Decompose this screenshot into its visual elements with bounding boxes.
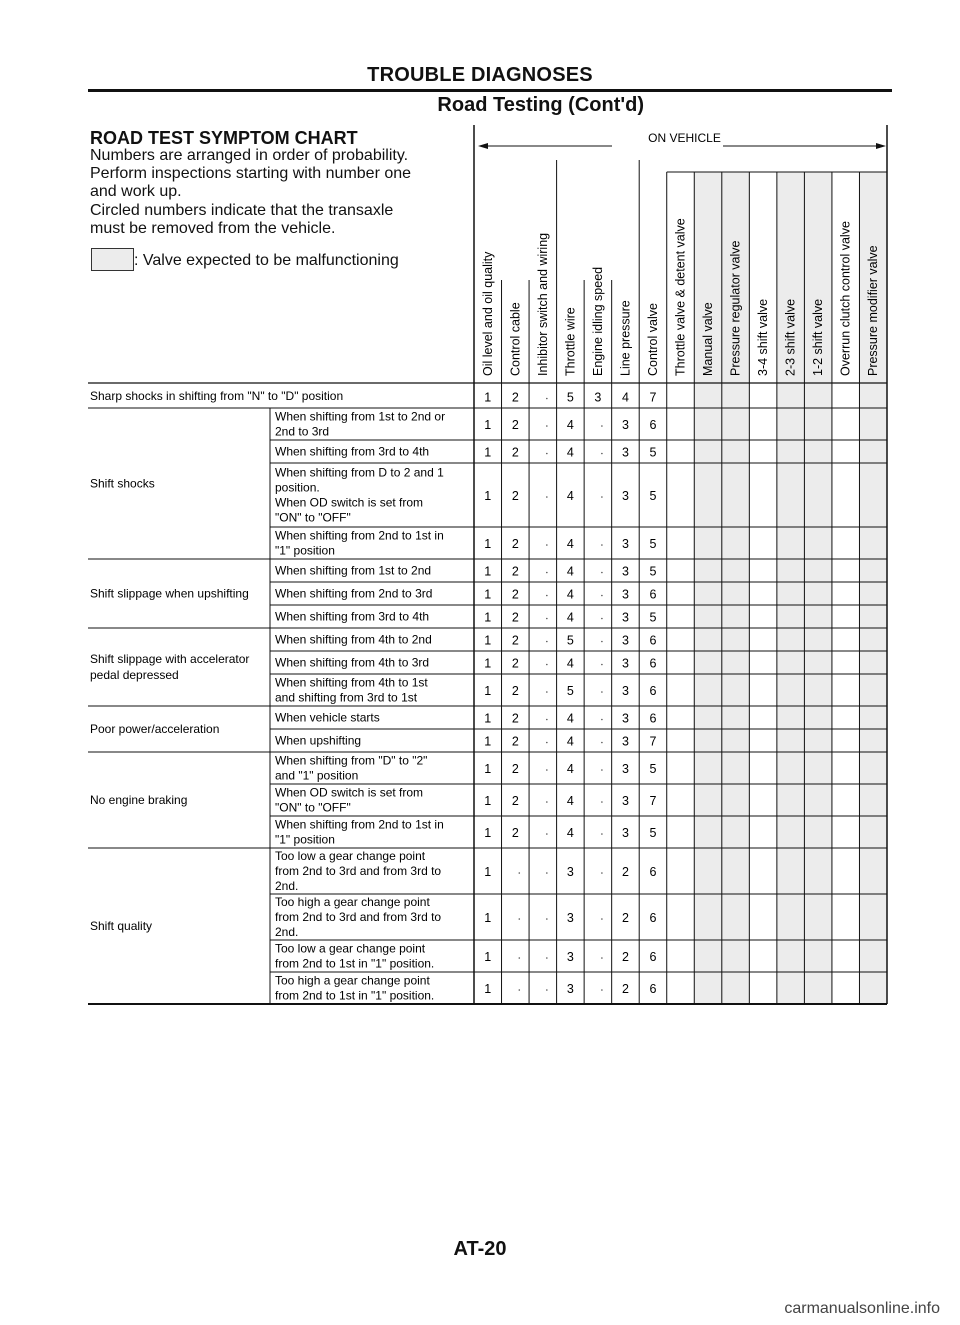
symptom-label: No engine braking	[90, 793, 188, 807]
symptom-label: Shift shocks	[90, 476, 155, 491]
legend-text: : Valve expected to be malfunctioning	[134, 252, 399, 269]
condition-label: and shifting from 3rd to 1st	[275, 690, 418, 705]
probability-number: 3	[621, 489, 629, 503]
probability-number: 4	[566, 656, 574, 671]
condition-label: from 2nd to 1st in "1" position.	[275, 956, 435, 971]
empty-dot	[601, 719, 603, 721]
probability-number: 4	[566, 734, 574, 749]
condition-label: from 2nd to 3rd and from 3rd to	[275, 910, 442, 924]
probability-number: 3	[621, 734, 629, 749]
probability-number: 6	[649, 656, 657, 671]
empty-dot	[546, 957, 548, 959]
probability-number: 2	[621, 911, 629, 925]
empty-dot	[546, 664, 548, 666]
column-header: Engine idling speed	[590, 266, 605, 376]
probability-number: 2	[511, 564, 519, 579]
page-number: AT-20	[453, 1238, 507, 1260]
empty-dot	[546, 833, 548, 835]
empty-dot	[546, 872, 548, 874]
condition-label: 2nd to 3rd	[275, 424, 330, 439]
empty-dot	[546, 595, 548, 597]
column-header: Throttle wire	[563, 307, 578, 376]
empty-dot	[601, 769, 603, 771]
probability-number: 7	[649, 390, 657, 405]
condition-label: 2nd.	[275, 925, 299, 939]
probability-number: 4	[566, 826, 574, 840]
condition-label: When shifting from 4th to 1st	[275, 675, 428, 690]
probability-number: 4	[566, 489, 574, 503]
empty-dot	[546, 742, 548, 744]
probability-number: 3	[621, 794, 629, 808]
empty-dot	[546, 801, 548, 803]
probability-number: 1	[484, 445, 492, 460]
condition-label: When shifting from 2nd to 3rd	[275, 586, 433, 601]
condition-label: When OD switch is set from	[275, 785, 424, 800]
probability-number: 1	[484, 489, 492, 503]
probability-number: 2	[621, 950, 629, 964]
probability-number: 5	[649, 762, 657, 776]
probability-number: 5	[649, 826, 657, 840]
condition-label: from 2nd to 1st in "1" position.	[275, 988, 435, 1003]
condition-label: Too low a gear change point	[275, 849, 426, 863]
probability-number: 4	[566, 587, 574, 602]
probability-number: 1	[484, 418, 492, 432]
column-header: Control valve	[645, 303, 660, 376]
empty-dot	[601, 496, 603, 498]
empty-dot	[601, 833, 603, 835]
probability-number: 2	[511, 390, 519, 405]
probability-number: 1	[484, 794, 492, 808]
probability-number: 5	[566, 684, 574, 698]
empty-dot	[601, 989, 603, 991]
probability-number: 2	[511, 734, 519, 749]
condition-label: "1" position	[275, 832, 335, 847]
probability-number: 2	[511, 537, 519, 551]
probability-number: 3	[621, 711, 629, 726]
probability-number: 1	[484, 711, 492, 726]
probability-number: 1	[484, 950, 492, 964]
arrow-left-icon	[478, 143, 488, 149]
probability-number: 4	[566, 762, 574, 776]
condition-label: When shifting from 2nd to 1st in	[275, 528, 444, 543]
empty-dot	[601, 664, 603, 666]
probability-number: 5	[649, 445, 657, 460]
empty-dot	[519, 918, 521, 920]
probability-number: 3	[621, 445, 629, 460]
column-header: Oil level and oil quality	[480, 251, 495, 376]
probability-number: 2	[511, 656, 519, 671]
probability-number: 4	[566, 445, 574, 460]
probability-number: 5	[566, 390, 574, 405]
chart-title: ROAD TEST SYMPTOM CHART	[90, 128, 358, 148]
column-header: Inhibitor switch and wiring	[535, 232, 550, 376]
symptom-label: Shift slippage with accelerator	[90, 652, 250, 666]
empty-dot	[601, 453, 603, 455]
probability-number: 2	[511, 762, 519, 776]
intro-line: and work up.	[90, 183, 182, 200]
probability-number: 3	[621, 587, 629, 602]
empty-dot	[601, 425, 603, 427]
empty-dot	[601, 801, 603, 803]
probability-number: 4	[566, 711, 574, 726]
arrow-right-icon	[876, 143, 886, 149]
condition-label: When shifting from 2nd to 1st in	[275, 817, 444, 832]
probability-number: 2	[511, 826, 519, 840]
probability-number: 2	[621, 982, 629, 996]
symptom-label: Sharp shocks in shifting from "N" to "D" position	[90, 389, 344, 403]
probability-number: 3	[621, 826, 629, 840]
empty-dot	[519, 957, 521, 959]
empty-dot	[546, 691, 548, 693]
condition-label: When shifting from D to 2 and 1	[275, 465, 444, 480]
probability-number: 1	[484, 633, 492, 648]
probability-number: 3	[566, 911, 574, 925]
probability-number: 1	[484, 610, 492, 625]
probability-number: 7	[649, 734, 657, 749]
probability-number: 3	[621, 633, 629, 648]
probability-number: 2	[511, 633, 519, 648]
probability-number: 4	[566, 418, 574, 432]
condition-label: Too high a gear change point	[275, 973, 430, 988]
probability-number: 6	[649, 418, 657, 432]
empty-dot	[519, 872, 521, 874]
empty-dot	[546, 398, 548, 400]
empty-dot	[519, 989, 521, 991]
column-header: Overrun clutch control valve	[838, 221, 853, 376]
empty-dot	[546, 496, 548, 498]
probability-number: 2	[511, 445, 519, 460]
probability-number: 2	[511, 794, 519, 808]
condition-label: When shifting from 3rd to 4th	[275, 444, 430, 459]
probability-number: 3	[621, 418, 629, 432]
column-header: Manual valve	[701, 302, 716, 376]
probability-number: 3	[621, 762, 629, 776]
probability-number: 1	[484, 734, 492, 749]
highlight-column	[804, 172, 832, 1004]
empty-dot	[546, 572, 548, 574]
empty-dot	[601, 742, 603, 744]
probability-number: 1	[484, 826, 492, 840]
empty-dot	[601, 918, 603, 920]
highlight-column	[694, 172, 722, 1004]
probability-number: 6	[649, 982, 657, 996]
empty-dot	[601, 691, 603, 693]
condition-label: When shifting from 4th to 3rd	[275, 655, 430, 670]
condition-label: "1" position	[275, 543, 335, 558]
empty-dot	[546, 453, 548, 455]
intro-line: Circled numbers indicate that the transaxle	[90, 202, 394, 219]
probability-number: 2	[511, 684, 519, 698]
probability-number: 1	[484, 537, 492, 551]
probability-number: 2	[511, 610, 519, 625]
column-header: Pressure modifier valve	[866, 245, 881, 376]
column-header: 2-3 shift valve	[783, 298, 798, 376]
probability-number: 3	[621, 564, 629, 579]
probability-number: 4	[566, 564, 574, 579]
condition-label: position.	[275, 480, 320, 495]
column-header: Pressure regulator valve	[728, 240, 743, 376]
probability-number: 3	[621, 656, 629, 671]
probability-number: 1	[484, 684, 492, 698]
condition-label: When shifting from "D" to "2"	[275, 753, 428, 768]
probability-number: 5	[566, 633, 574, 648]
probability-number: 3	[566, 950, 574, 964]
probability-number: 5	[649, 537, 657, 551]
probability-number: 7	[649, 794, 657, 808]
empty-dot	[546, 618, 548, 620]
probability-number: 2	[621, 865, 629, 879]
column-header: Throttle valve & detent valve	[673, 218, 688, 376]
empty-dot	[546, 544, 548, 546]
probability-number: 1	[484, 982, 492, 996]
condition-label: "ON" to "OFF"	[275, 510, 351, 525]
probability-number: 1	[484, 656, 492, 671]
condition-label: When shifting from 1st to 2nd or	[275, 409, 446, 424]
probability-number: 1	[484, 564, 492, 579]
probability-number: 1	[484, 911, 492, 925]
condition-label: Too low a gear change point	[275, 941, 426, 956]
probability-number: 2	[511, 711, 519, 726]
probability-number: 2	[511, 489, 519, 503]
condition-label: When vehicle starts	[275, 710, 380, 725]
symptom-label: Shift slippage when upshifting	[90, 586, 249, 601]
symptom-label: pedal depressed	[90, 668, 179, 682]
condition-label: Too high a gear change point	[275, 895, 430, 909]
probability-number: 3	[566, 865, 574, 879]
page-header-subtitle: Road Testing (Cont'd)	[437, 94, 644, 116]
intro-line: must be removed from the vehicle.	[90, 220, 336, 237]
probability-number: 5	[649, 489, 657, 503]
probability-number: 1	[484, 762, 492, 776]
condition-label: When shifting from 3rd to 4th	[275, 609, 430, 624]
probability-number: 4	[566, 537, 574, 551]
intro-line: Numbers are arranged in order of probability.	[90, 147, 409, 164]
empty-dot	[601, 618, 603, 620]
probability-number: 4	[566, 610, 574, 625]
page-header-title: TROUBLE DIAGNOSES	[367, 64, 593, 86]
probability-number: 6	[649, 865, 657, 879]
probability-number: 6	[649, 950, 657, 964]
empty-dot	[546, 425, 548, 427]
probability-number: 1	[484, 390, 492, 405]
watermark: carmanualsonline.info	[784, 1300, 940, 1317]
probability-number: 4	[566, 794, 574, 808]
empty-dot	[546, 989, 548, 991]
condition-label: 2nd.	[275, 879, 299, 893]
column-header: 3-4 shift valve	[756, 298, 771, 376]
intro-line: Perform inspections starting with number one	[90, 165, 412, 182]
symptom-label: Shift quality	[90, 919, 153, 933]
probability-number: 3	[621, 537, 629, 551]
condition-label: When shifting from 1st to 2nd	[275, 563, 432, 578]
condition-label: When upshifting	[275, 733, 362, 748]
probability-number: 6	[649, 711, 657, 726]
empty-dot	[601, 872, 603, 874]
column-header: Control cable	[508, 302, 523, 376]
highlight-column	[777, 172, 805, 1004]
empty-dot	[601, 641, 603, 643]
condition-label: When shifting from 4th to 2nd	[275, 632, 432, 647]
empty-dot	[601, 544, 603, 546]
on-vehicle-label: ON VEHICLE	[648, 131, 721, 145]
probability-number: 4	[621, 390, 629, 405]
condition-label: When OD switch is set from	[275, 495, 424, 510]
probability-number: 5	[649, 610, 657, 625]
probability-number: 3	[621, 684, 629, 698]
probability-number: 5	[649, 564, 657, 579]
empty-dot	[546, 769, 548, 771]
probability-number: 6	[649, 911, 657, 925]
probability-number: 3	[621, 610, 629, 625]
empty-dot	[546, 641, 548, 643]
condition-label: and "1" position	[275, 768, 359, 783]
empty-dot	[601, 572, 603, 574]
probability-number: 3	[594, 390, 602, 405]
probability-number: 6	[649, 587, 657, 602]
condition-label: from 2nd to 3rd and from 3rd to	[275, 864, 442, 878]
probability-number: 3	[566, 982, 574, 996]
probability-number: 2	[511, 587, 519, 602]
column-header: 1-2 shift valve	[811, 298, 826, 376]
probability-number: 6	[649, 684, 657, 698]
column-header: Line pressure	[618, 300, 633, 376]
empty-dot	[601, 595, 603, 597]
condition-label: "ON" to "OFF"	[275, 800, 351, 815]
empty-dot	[601, 957, 603, 959]
empty-dot	[546, 719, 548, 721]
probability-number: 2	[511, 418, 519, 432]
probability-number: 1	[484, 865, 492, 879]
empty-dot	[546, 918, 548, 920]
probability-number: 1	[484, 587, 492, 602]
probability-number: 6	[649, 633, 657, 648]
symptom-label: Poor power/acceleration	[90, 722, 220, 736]
